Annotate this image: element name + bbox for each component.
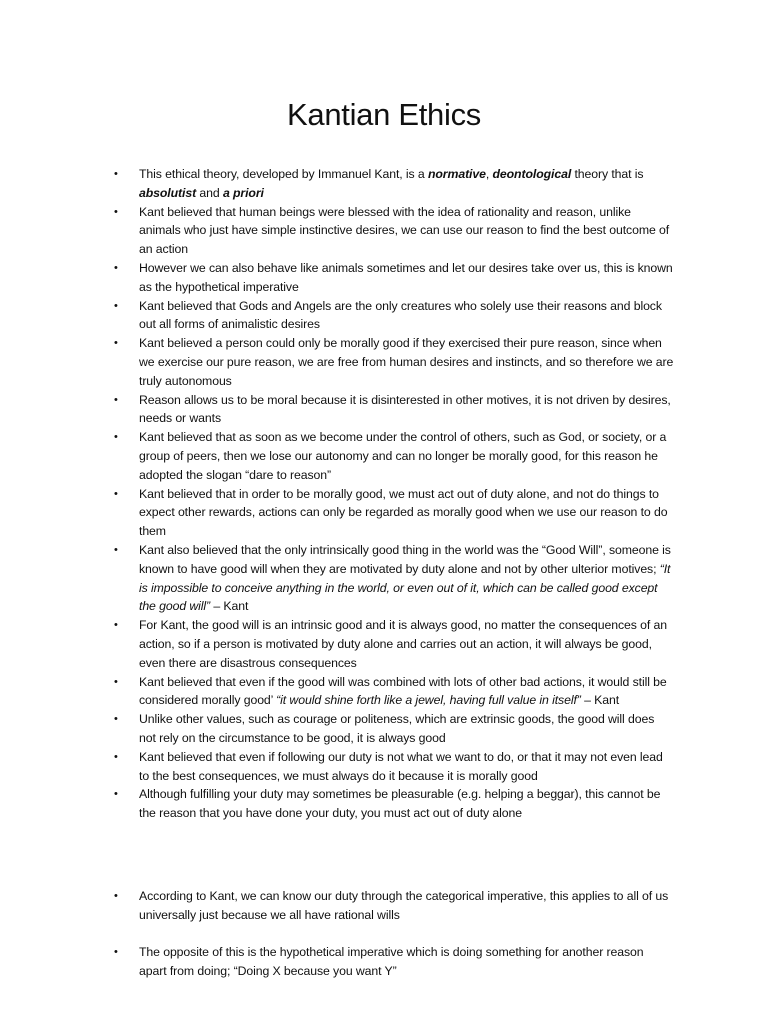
bullet-icon: •: [114, 299, 118, 312]
bullet-list: [0, 887, 768, 925]
list-item: • However we can also behave like animals sometimes and let our desires take over us, this is known as the hypothetical imperative: [114, 260, 673, 294]
kant-quote: “it would shine forth like a jewel, having full value in itself”: [276, 693, 581, 708]
bullet-icon: •: [114, 337, 118, 350]
bullet-list: [0, 165, 768, 823]
list-item: • Kant also believed that the only intrinsically good thing in the world was the “Good Will”, someone is known to have good will when they are motivated by duty alone and not by other ulterior motives; “It is impossible to conceive anything in the world, or even out of it, which can be called good except the good will” – Kant: [114, 542, 671, 614]
page-title: Kantian Ethics: [287, 97, 481, 132]
bullet-icon: •: [114, 750, 118, 763]
bullet-list: [0, 943, 768, 981]
list-item: • Kant believed that Gods and Angels are the only creatures who solely use their reasons and block out all forms of animalistic desires: [114, 298, 662, 332]
list-item: • Reason allows us to be moral because it is disinterested in other motives, it is not driven by desires, needs or wants: [114, 392, 671, 426]
list-item: • According to Kant, we can know our duty through the categorical imperative, this applies to all of us universally just because we all have rational wills: [114, 889, 669, 922]
list-item: • Kant believed that in order to be morally good, we must act out of duty alone, and not do things to expect other rewards, actions can only be regarded as morally good when we use our reason to do them: [114, 486, 668, 539]
list-item: • This ethical theory, developed by Immanuel Kant, is a normative, deontological theory that is absolutist and a priori: [114, 167, 644, 200]
bullet-icon: •: [114, 393, 118, 406]
list-item: • Although fulfilling your duty may sometimes be pleasurable (e.g. helping a beggar), this cannot be the reason that you have done your duty, you must act out of duty alone: [114, 787, 661, 821]
bullet-icon: •: [114, 675, 118, 688]
bullet-icon: •: [114, 431, 118, 444]
bullet-icon: •: [114, 946, 118, 958]
list-item: • Kant believed that even if the good will was combined with lots of other bad actions, it would still be considered morally good’ “it would shine forth like a jewel, having full value in itself” – Kant: [114, 674, 667, 708]
list-item: • Kant believed that as soon as we become under the control of others, such as God, or society, or a group of peers, then we lose our autonomy and can no longer be morally good, for this reason he adopted the slogan “dare to reason”: [114, 430, 667, 482]
bullet-icon: •: [114, 713, 118, 726]
list-item: • The opposite of this is the hypothetical imperative which is doing something for another reason apart from doing; “Doing X because you want Y”: [114, 945, 644, 978]
list-item: • For Kant, the good will is an intrinsic good and it is always good, no matter the consequences of an action, so if a person is motivated by duty alone and carries out an action, it will always be good, even there are disastrous consequences: [114, 618, 667, 670]
list-item: • Kant believed that even if following our duty is not what we want to do, or that it may not even lead to the best consequences, we must always do it because it is morally good: [114, 749, 663, 783]
bullet-icon: •: [114, 487, 118, 500]
list-item: • Kant believed that human beings were blessed with the idea of rationality and reason, unlike animals who just have simple instinctive desires, we can use our reason to find the best outcome of an action: [114, 204, 670, 257]
bullet-icon: •: [114, 543, 118, 556]
list-item: • Kant believed a person could only be morally good if they exercised their pure reason, since when we exercise our pure reason, we are free from human desires and instincts, and so therefore we are truly autonomous: [114, 336, 674, 388]
bullet-icon: •: [114, 619, 118, 632]
bullet-icon: •: [114, 205, 118, 218]
kant-quote: “It is impossible to conceive anything in the world, or even out of it, which can be called good except the good will”: [139, 561, 671, 614]
bullet-icon: •: [114, 890, 118, 902]
list-item: • Unlike other values, such as courage or politeness, which are extrinsic goods, the good will does not rely on the circumstance to be good, it is always good: [114, 712, 655, 745]
bullet-icon: •: [114, 261, 118, 274]
bullet-icon: •: [114, 788, 118, 801]
bullet-icon: •: [114, 168, 118, 180]
